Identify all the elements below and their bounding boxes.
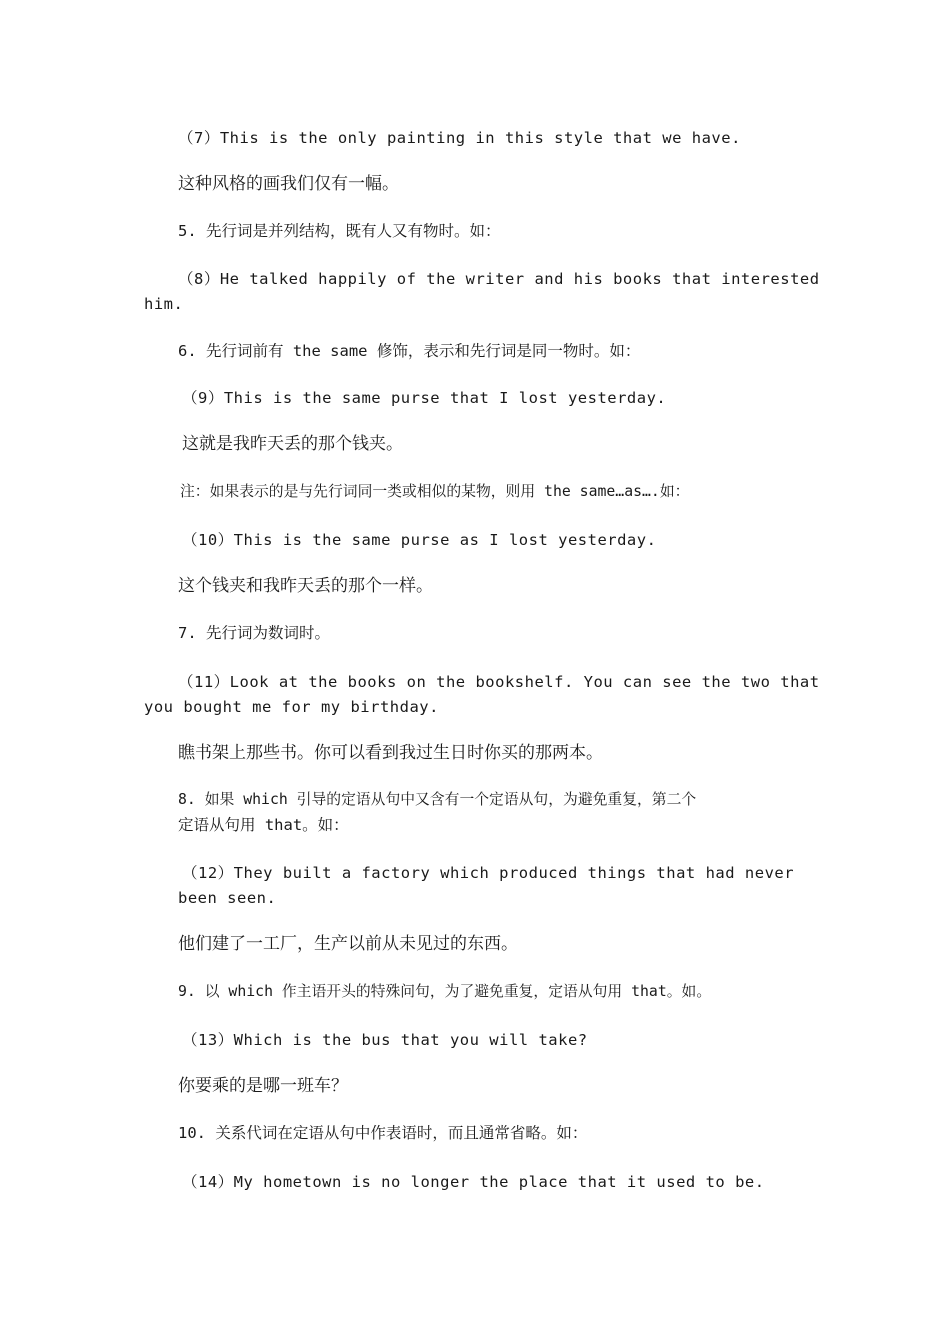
example-8-sentence-line2: him. bbox=[144, 295, 184, 313]
example-11-sentence-line1: （11）Look at the books on the bookshelf. You can see the two that bbox=[178, 673, 820, 691]
example-10-sentence: （10）This is the same purse as I lost yesterday. bbox=[182, 531, 657, 549]
rule-5-heading: 5. 先行词是并列结构，既有人又有物时。如： bbox=[178, 222, 501, 240]
example-12-sentence-line2: been seen. bbox=[178, 889, 277, 907]
example-12-sentence-line1: （12）They built a factory which produced things that had never bbox=[182, 864, 795, 882]
example-10-translation: 这个钱夹和我昨天丢的那个一样。 bbox=[178, 576, 433, 596]
example-9-sentence: （9）This is the same purse that I lost yesterday. bbox=[182, 389, 667, 407]
rule-10-heading: 10. 关系代词在定语从句中作表语时，而且通常省略。如： bbox=[178, 1124, 588, 1142]
rule-9-heading: 9. 以 which 作主语开头的特殊问句，为了避免重复，定语从句用 that。如。 bbox=[178, 983, 712, 1000]
example-9-translation: 这就是我昨天丢的那个钱夹。 bbox=[182, 434, 403, 454]
example-7-translation: 这种风格的画我们仅有一幅。 bbox=[178, 174, 399, 194]
example-14-sentence: （14）My hometown is no longer the place that it used to be. bbox=[182, 1173, 765, 1191]
example-11-translation: 瞧书架上那些书。你可以看到我过生日时你买的那两本。 bbox=[178, 743, 603, 763]
example-7-sentence: （7）This is the only painting in this style that we have. bbox=[178, 129, 741, 147]
rule-6-heading: 6. 先行词前有 the same 修饰，表示和先行词是同一物时。如： bbox=[178, 342, 641, 360]
example-13-sentence: （13）Which is the bus that you will take? bbox=[182, 1031, 588, 1049]
example-8-sentence-line1: （8）He talked happily of the writer and his books that interested bbox=[178, 270, 820, 288]
rule-7-heading: 7. 先行词为数词时。 bbox=[178, 624, 330, 642]
example-12-translation: 他们建了一工厂，生产以前从未见过的东西。 bbox=[178, 934, 518, 954]
rule-8-heading-line1: 8. 如果 which 引导的定语从句中又含有一个定语从句，为避免重复，第二个 bbox=[178, 791, 697, 808]
example-13-translation: 你要乘的是哪一班车？ bbox=[178, 1076, 348, 1096]
example-11-sentence-line2: you bought me for my birthday. bbox=[144, 698, 439, 716]
rule-8-heading-line2: 定语从句用 that。如： bbox=[178, 816, 349, 834]
note-same-as: 注：如果表示的是与先行词同一类或相似的某物，则用 the same…as….如： bbox=[180, 483, 690, 500]
